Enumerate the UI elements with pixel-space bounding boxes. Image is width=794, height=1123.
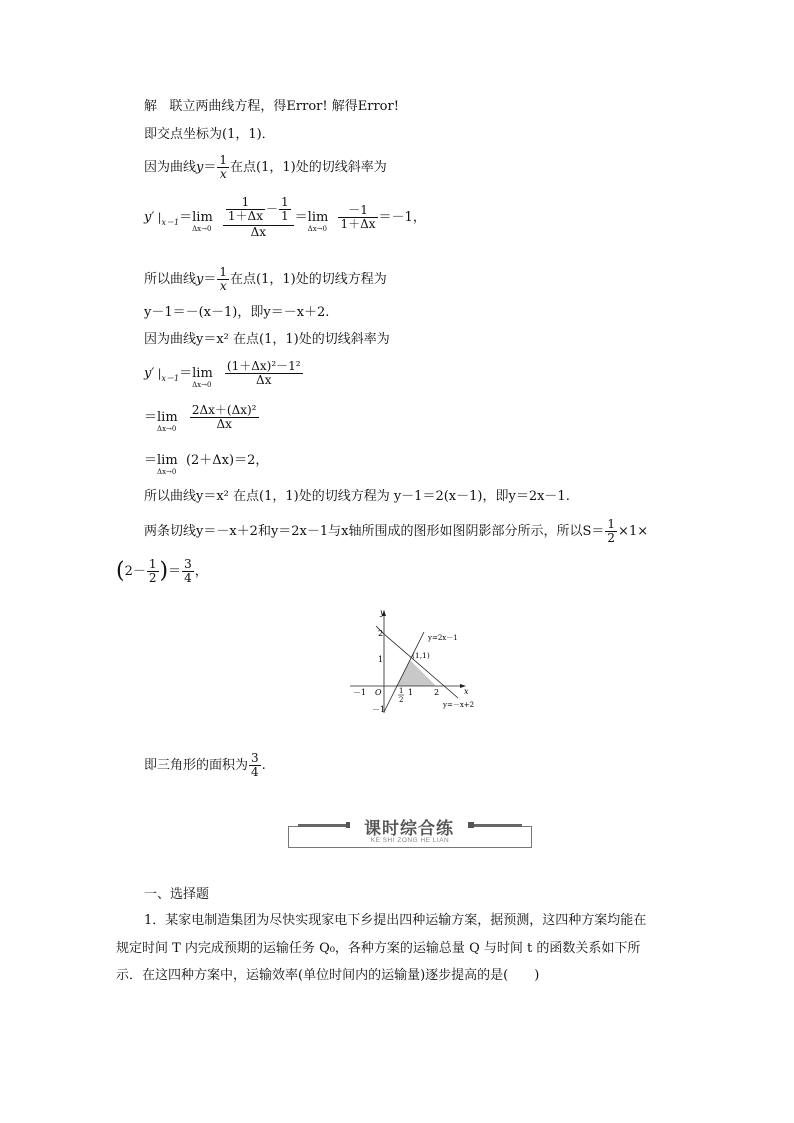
line-label-2x-minus-1: y=2x－1	[428, 634, 458, 642]
origin-label: O	[375, 688, 382, 697]
derivative-2-step-3: ＝lim Δx→0 (2＋Δx)＝2，	[144, 453, 269, 476]
fraction-step-2: $\frac{\text{2Δx＋(Δx)²}}{\Delta x}$	[191, 403, 257, 431]
tick-x-neg1: －1	[353, 688, 367, 697]
banner-dot-right	[468, 822, 474, 828]
banner-bar-left	[298, 824, 346, 827]
solution-text-1: 联立两曲线方程，得Error! 解得Error!	[169, 99, 399, 114]
solution-label: 解	[144, 99, 158, 114]
derivative-1: y′ $|_{x=1}=\lim$ Δx→0 $\frac{1}{1+\Delta x}$ － $\frac{1}{1}$ Δx ＝lim Δx→0 $\frac{-1}{1+\Delta x}$ ＝－1，	[144, 195, 426, 239]
text: ＝	[168, 564, 182, 579]
text: ×1×	[618, 524, 649, 539]
triangle-area-figure	[340, 606, 490, 716]
fraction-difference-quotient-2: $\frac{\text{(1＋Δx)²－1²}}{\Delta x}$	[226, 359, 301, 387]
eval-point: x＝1	[161, 374, 180, 383]
derivative-1-result: ＝－1，	[378, 210, 426, 225]
fraction-1-over-x: $\frac{1}{x}$	[219, 265, 228, 293]
limit: lim Δx→0	[192, 366, 213, 389]
tick-y-2: 2	[378, 629, 384, 638]
line-neg-x-plus-2	[384, 634, 458, 698]
derivative-2-step-2: ＝lim Δx→0 $\frac{\text{2Δx＋(Δx)²}}{\Delta x}$	[144, 400, 260, 436]
solution-line-3: 因为曲线y＝ $\frac{1}{x}$ 在点(1，1)处的切线斜率为	[144, 153, 387, 181]
text: 因为曲线	[144, 160, 197, 175]
question-1-line-3: 示．在这四种方案中，运输效率(单位时间内的运输量)逐步提高的是( )	[116, 968, 540, 983]
section-banner	[288, 814, 532, 848]
fraction-half: $\frac{1}{2}$	[607, 517, 616, 545]
tick-y-1: 1	[378, 655, 384, 664]
text: 即三角形的面积为	[144, 758, 249, 773]
tick-x-half-num: 1	[399, 687, 404, 695]
line-label-neg-x-plus-2: y=－x+2	[443, 701, 475, 709]
fraction-difference-quotient-1: $\frac{1}{1+\Delta x}$ － $\frac{1}{1}$ Δx	[223, 196, 294, 239]
fraction-half: $\frac{1}{2}$	[148, 557, 157, 585]
text: 在点(1，1)处的切线斜率为	[230, 160, 387, 175]
text: 两条切线y＝－x＋2和y＝2x－1与x轴所围成的图形如图阴影部分所示，所以S＝	[144, 524, 605, 539]
banner-title: 课时综合练	[350, 814, 468, 836]
fraction-three-quarters: $\frac{3}{4}$	[251, 751, 259, 779]
banner-subtitle: KE SHI ZONG HE LIAN	[370, 837, 450, 844]
text: ，	[194, 564, 208, 579]
text: .	[261, 758, 266, 773]
solution-line-6: y－1＝－(x－1)，即y＝－x＋2.	[144, 305, 330, 320]
solution-line-1	[144, 98, 399, 116]
point-label: (1,1)	[412, 651, 430, 660]
solution-line-2: 即交点坐标为(1，1)．	[144, 127, 275, 142]
fraction-1-over-x: $\frac{1}{x}$	[219, 153, 228, 181]
tick-x-2: 2	[434, 688, 440, 697]
shaded-region	[397, 660, 436, 686]
question-1-line-2: 规定时间 T 内完成预期的运输任务 Q₀，各种方案的运输总量 Q 与时间 t 的函数关系如下所	[116, 941, 641, 956]
eval-point: x＝1	[161, 218, 180, 227]
x-axis-label: x	[464, 687, 469, 696]
derivative-symbol: y′	[144, 210, 155, 225]
derivative-symbol: y′	[144, 366, 155, 381]
step-3-text: (2＋Δx)＝2，	[185, 453, 269, 468]
tick-x-1: 1	[408, 688, 414, 697]
question-1-line-1: 1．某家电制造集团为尽快实现家电下乡提出四种运输方案，据预测，这四种方案均能在	[144, 913, 647, 928]
banner-bar-right	[474, 824, 522, 827]
limit: lim Δx→0	[307, 210, 329, 233]
conclusion-line	[144, 752, 266, 779]
fraction-three-quarters: $\frac{3}{4}$	[184, 557, 192, 585]
derivative-2: y′ $|_{x=1}=\lim$ Δx→0 $\frac{\text{(1＋Δx)²－1²}}{\Delta x}$	[144, 356, 304, 393]
solution-line-12	[144, 518, 648, 545]
text: 所以曲线	[144, 272, 197, 287]
tick-y-neg1: －1	[372, 705, 386, 714]
text: 在点(1，1)处的切线方程为	[230, 272, 387, 287]
y-axis-label: y	[380, 608, 385, 617]
text: 2－	[124, 564, 146, 579]
solution-line-7: 因为曲线y＝x² 在点(1，1)处的切线斜率为	[144, 332, 390, 347]
solution-line-13: (2－ $\frac{1}{2}$ )＝ $\frac{3}{4}$ ，	[116, 557, 208, 585]
fraction-simplified-1: $\frac{-1}{1+\Delta x}$	[340, 203, 376, 231]
solution-line-5: 所以曲线y＝ $\frac{1}{x}$ 在点(1，1)处的切线方程为	[144, 265, 387, 293]
limit: lim Δx→0	[157, 410, 178, 433]
tick-x-half-den: 2	[399, 696, 404, 704]
limit: lim Δx→0	[157, 453, 178, 476]
limit: lim Δx→0	[192, 210, 213, 233]
section-heading: 一、选择题	[144, 887, 210, 902]
solution-line-11: 所以曲线y＝x² 在点(1，1)处的切线方程为 y－1＝2(x－1)，即y＝2x－1.	[144, 489, 570, 504]
